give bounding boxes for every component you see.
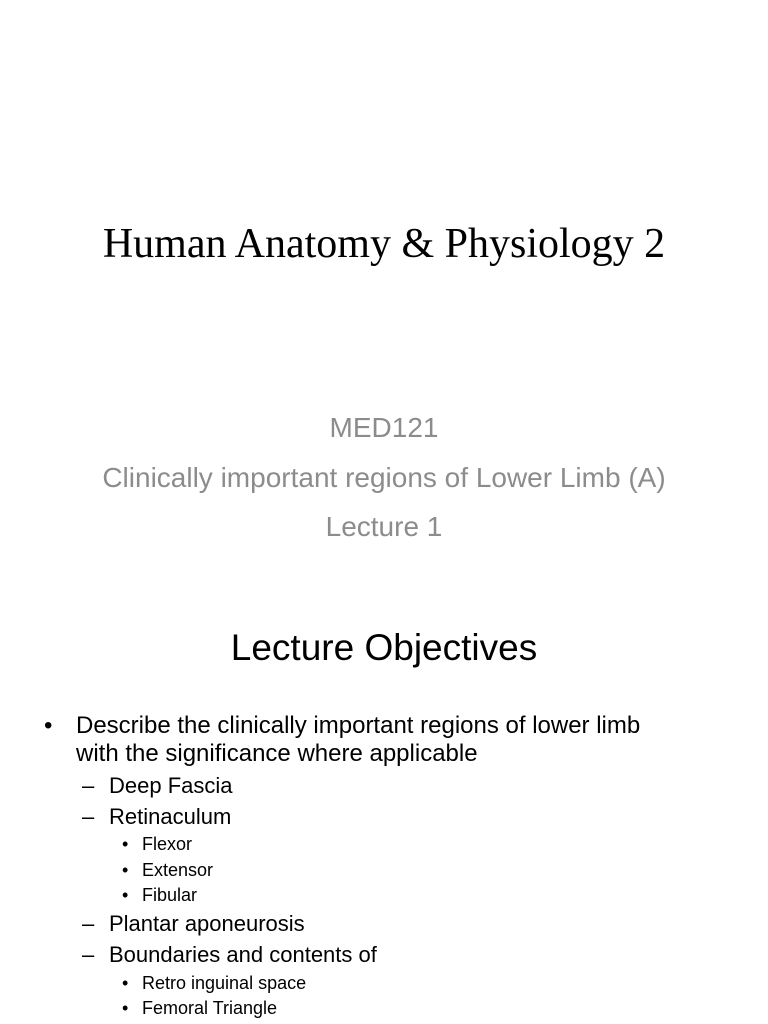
- objectives-title: Lecture Objectives: [230, 627, 538, 668]
- dash-marker: –: [82, 942, 95, 967]
- dash-marker: –: [82, 804, 95, 829]
- list-item-femoral-triangle: Femoral Triangle: [142, 998, 278, 1018]
- bullet-marker-small: •: [122, 973, 129, 993]
- bullet-marker-small: •: [122, 834, 129, 854]
- bullet-marker-small: •: [122, 860, 129, 880]
- list-item-fibular: Fibular: [142, 885, 198, 905]
- bullet-marker-small: •: [122, 885, 129, 905]
- bullet-marker-small: •: [122, 998, 129, 1018]
- list-item-extensor: Extensor: [142, 860, 214, 880]
- objective-text-line-2: with the significance where applicable: [76, 740, 478, 767]
- dash-marker: –: [82, 773, 95, 798]
- objectives-list: [0, 576, 768, 1024]
- list-item-retinaculum: Retinaculum: [109, 804, 232, 829]
- dash-marker: –: [82, 911, 95, 936]
- bullet-marker: •: [44, 712, 53, 739]
- slide-title: Human Anatomy & Physiology 2: [102, 221, 666, 267]
- lecture-topic: Clinically important regions of Lower Limb (A): [102, 462, 666, 493]
- objective-text-line-1: Describe the clinically important regions of lower limb: [76, 712, 641, 739]
- objectives-slide: [0, 576, 768, 1024]
- lecture-number: Lecture 1: [325, 511, 443, 542]
- list-item-boundaries: Boundaries and contents of: [109, 942, 377, 967]
- list-item-plantar-aponeurosis: Plantar aponeurosis: [109, 911, 305, 936]
- list-item-flexor: Flexor: [142, 834, 193, 854]
- list-item-deep-fascia: Deep Fascia: [109, 773, 233, 798]
- course-code: MED121: [329, 412, 439, 443]
- list-item-retro-inguinal-space: Retro inguinal space: [142, 973, 307, 993]
